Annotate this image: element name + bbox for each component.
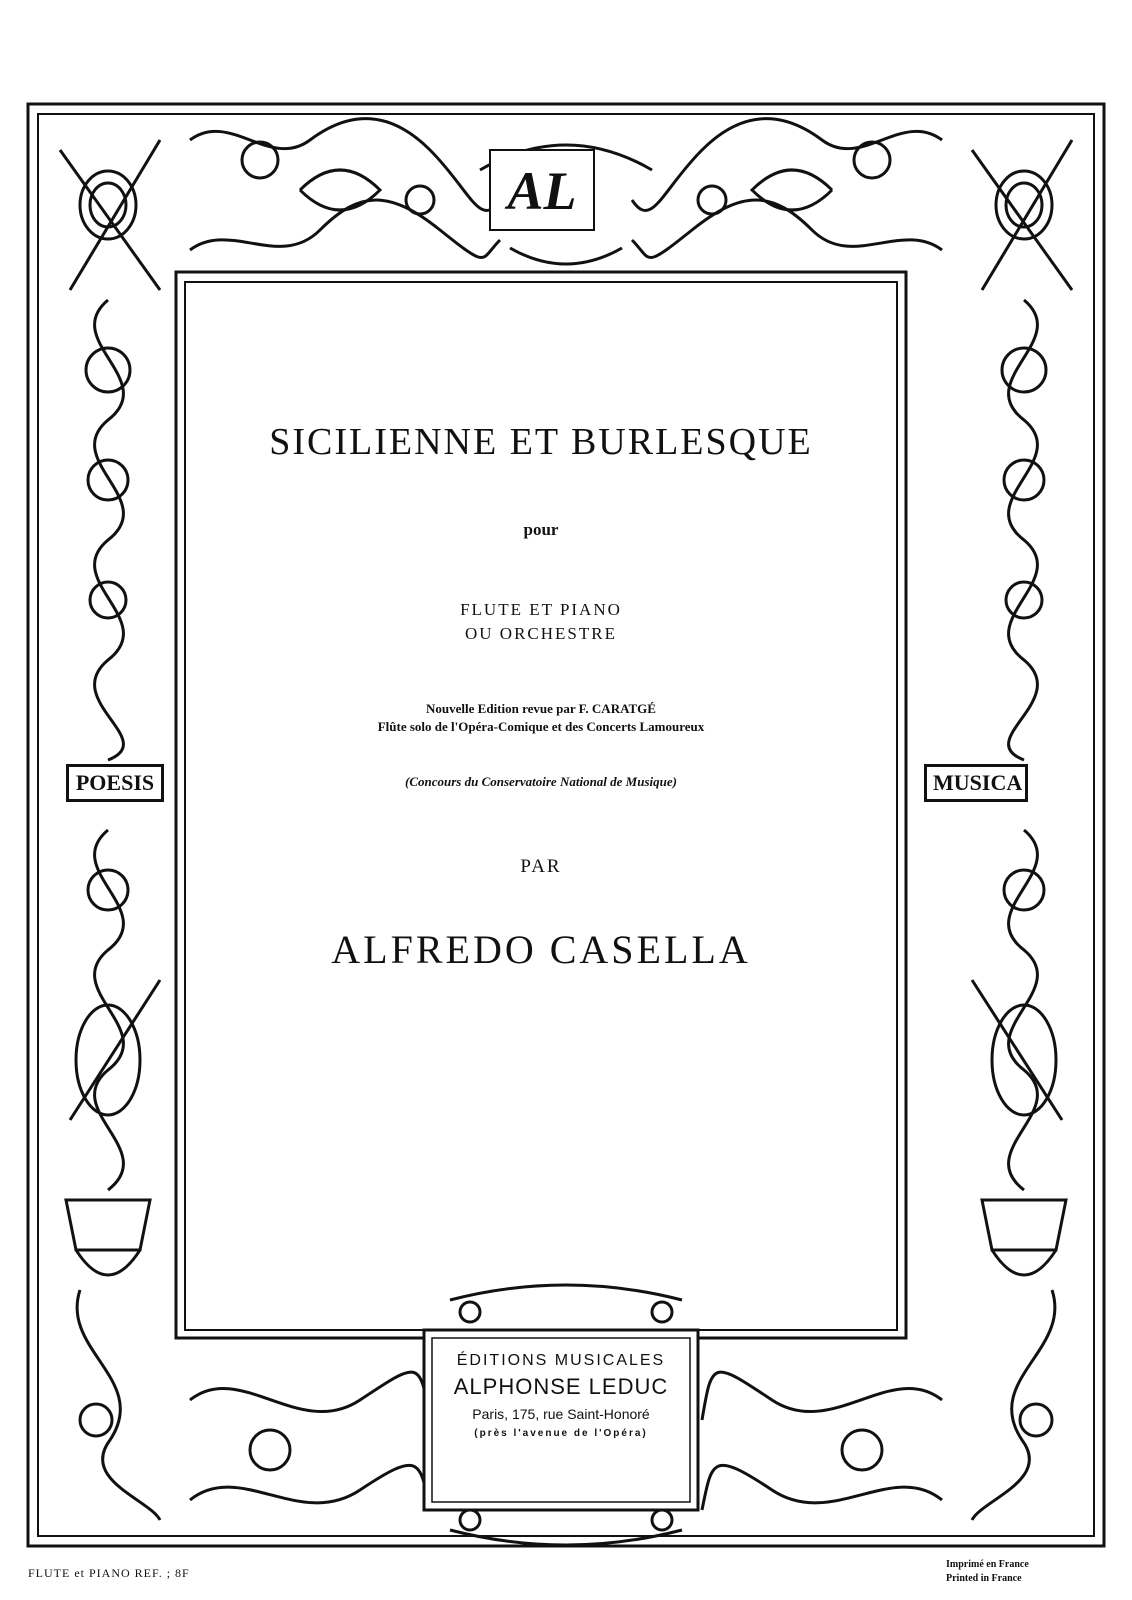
composer-name: ALFREDO CASELLA xyxy=(331,927,751,972)
publisher-address: Paris, 175, rue Saint-Honoré xyxy=(472,1406,650,1422)
reference-footer: FLUTE et PIANO REF. ; 8F xyxy=(28,1566,190,1580)
title-panel xyxy=(185,282,897,1330)
publisher-block xyxy=(430,1352,692,1439)
publisher-line-1: ÉDITIONS MUSICALES xyxy=(456,1352,666,1369)
printed-in-footer xyxy=(946,1558,1029,1586)
instrumentation-line-2: OU ORCHESTRE xyxy=(465,624,617,643)
edition-line-1: Nouvelle Edition revue par F. CARATGÉ xyxy=(426,701,656,716)
publisher-monogram: AL xyxy=(507,161,577,221)
printed-line-en: Printed in France xyxy=(946,1573,1022,1584)
par-text: PAR xyxy=(520,856,562,877)
work-title: SICILIENNE ET BURLESQUE xyxy=(269,421,813,463)
edition-line-2: Flûte solo de l'Opéra-Comique et des Concerts Lamoureux xyxy=(377,719,705,734)
instrumentation xyxy=(185,598,897,646)
pour-text: pour xyxy=(523,520,559,539)
poesis-label: POESIS xyxy=(66,764,164,802)
publisher-address-note: (près l'avenue de l'Opéra) xyxy=(474,1428,648,1439)
instrumentation-line-1: FLUTE ET PIANO xyxy=(460,600,622,619)
publisher-name: ALPHONSE LEDUC xyxy=(453,1374,669,1399)
concours-note: (Concours du Conservatoire National de Musique) xyxy=(405,774,677,789)
printed-line-fr: Imprimé en France xyxy=(946,1559,1029,1570)
musica-label: MUSICA xyxy=(924,764,1028,802)
edition-note xyxy=(185,700,897,736)
